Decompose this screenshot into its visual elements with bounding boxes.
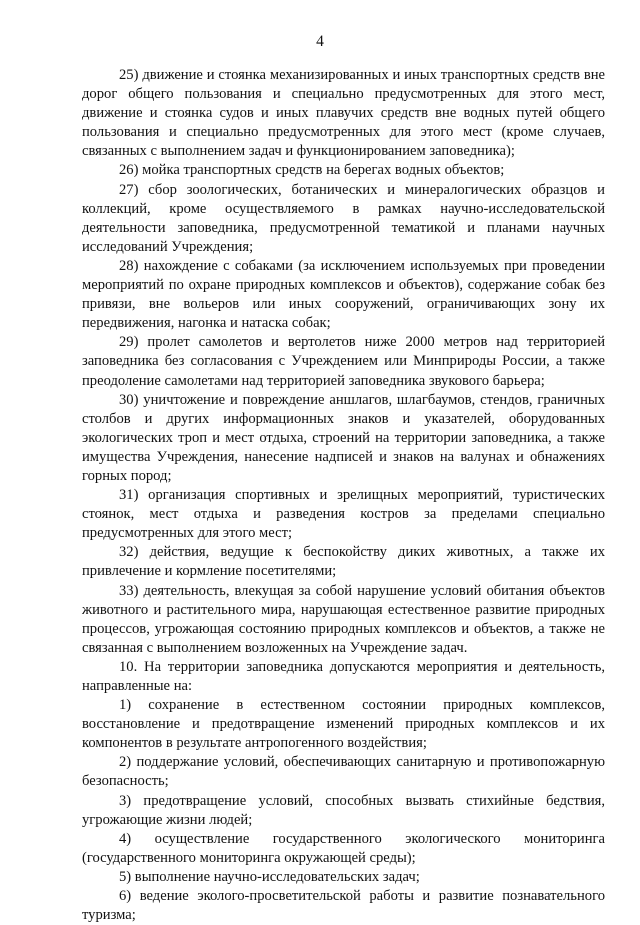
paragraph-item-25: 25) движение и стоянка механизированных и иных транспортных средств вне дорог общего пользования и специально предусмотренных для этого мест, движение и стоянка судов и иных плавучих средств вне водных путей общего пользования и специально предусмотренных для этого мест (кроме случаев, связанных с выполнением задач и функционированием заповедника);	[82, 67, 605, 160]
paragraph-item-26: 26) мойка транспортных средств на берегах водных объектов;	[119, 162, 505, 179]
paragraph-item-29: 29) пролет самолетов и вертолетов ниже 2000 метров над территорией заповедника без согласования с Учреждением или Минприроды России, а также преодоление самолетами над территорией заповедника звукового барьера;	[82, 334, 605, 389]
document-body	[82, 66, 605, 925]
paragraph-item-30: 30) уничтожение и повреждение аншлагов, шлагбаумов, стендов, граничных столбов и других информационных знаков и указателей, оборудованных экологических троп и мест отдыха, строений на территории заповедника, а также имущества Учреждения, нанесение надписей и знаков на валунах и обнажениях горных пород;	[82, 391, 605, 484]
section-10-item-6: 6) ведение эколого-просветительской работы и развитие познавательного туризма;	[82, 888, 605, 924]
paragraph-item-28: 28) нахождение с собаками (за исключением используемых при проведении мероприятий по охране природных комплексов и объектов), содержание собак без привязи, вне вольеров или иных сооружений, ограничивающих зону их передвижения, нагонка и натаска собак;	[82, 257, 605, 332]
section-10-item-1: 1) сохранение в естественном состоянии природных комплексов, восстановление и предотвращение изменений природных комплексов и их компонентов в результате антропогенного воздействия;	[82, 697, 605, 752]
section-10-item-5: 5) выполнение научно-исследовательских задач;	[119, 868, 420, 885]
section-10-item-2: 2) поддержание условий, обеспечивающих санитарную и противопожарную безопасность;	[82, 754, 605, 790]
section-10-item-3: 3) предотвращение условий, способных вызвать стихийные бедствия, угрожающие жизни людей;	[82, 792, 605, 828]
paragraph-item-33: 33) деятельность, влекущая за собой нарушение условий обитания объектов животного и растительного мира, нарушающая естественное развитие природных процессов, угрожающая состоянию природных комплексов и объектов, а также не связанная с выполнением возложенных на Учреждение задач.	[82, 582, 605, 656]
section-10-item-4: 4) осуществление государственного экологического мониторинга (государственного мониторинга окружающей среды);	[82, 830, 605, 866]
page-number: 4	[316, 33, 324, 50]
paragraph-item-32: 32) действия, ведущие к беспокойству диких животных, а также их привлечение и кормление посетителями;	[82, 544, 605, 580]
paragraph-item-31: 31) организация спортивных и зрелищных мероприятий, туристических стоянок, мест отдыха и разведения костров за пределами специально предусмотренных для этого мест;	[82, 487, 605, 542]
paragraph-item-27: 27) сбор зоологических, ботанических и минералогических образцов и коллекций, кроме осуществляемого в рамках научно-исследовательской деятельности заповедника, предусмотренной тематикой и планами научных исследований Учреждения;	[82, 181, 605, 255]
section-10-heading: 10. На территории заповедника допускаются мероприятия и деятельность, направленные на:	[82, 658, 605, 694]
